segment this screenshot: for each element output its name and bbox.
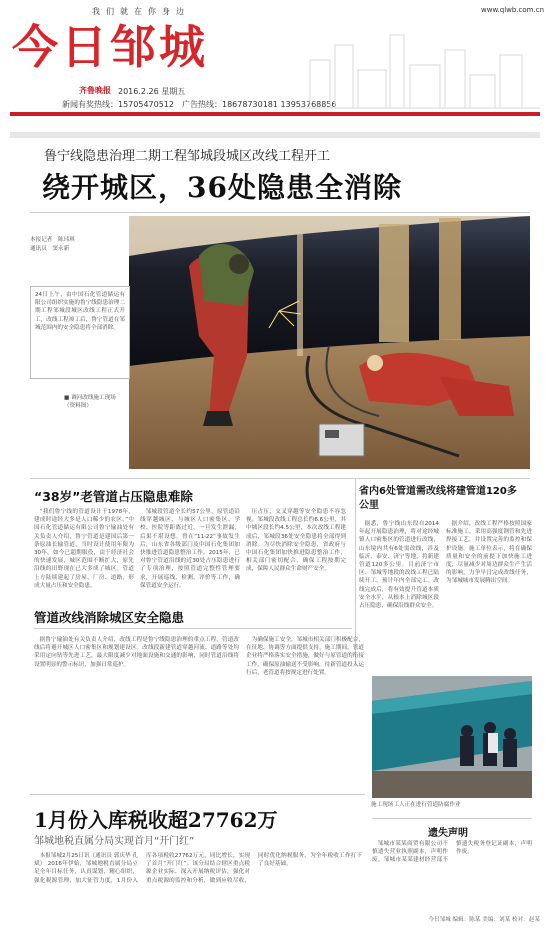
divider [372, 818, 532, 819]
news-hotline: 新闻有奖热线：15705470512 [62, 100, 174, 109]
pipe-body-2 [246, 636, 364, 746]
site-url[interactable]: www.qlwb.com.cn [481, 6, 544, 14]
notice-body [372, 840, 532, 910]
divider [34, 628, 352, 629]
tax-subhead: 邹城地税直属分局实现首月“开门红” [34, 836, 195, 847]
divider [30, 478, 530, 479]
secondary-photo-caption: 施工现场工人正在进行管道防腐作业 [371, 802, 461, 808]
pipeline-welding-image [129, 216, 530, 469]
page-footer: 今日邹城 编辑：陈某 美编：刘某 校对：赵某 [428, 917, 540, 923]
pipe-text-2: 为确保施工安全，邹城市相关部门积极配合，在征地、协调等方面提供支持。施工期间，管道企业将严格落实安全措施，做好与原管道的衔接工作，确保原油输送不受影响，待新管道投入运行后，老管道将按规定进行处置。 [246, 637, 364, 676]
tax-headline[interactable]: 1月份入库税收超27762万 [34, 808, 278, 832]
byline-correspondent: 通讯员 窦永新 [30, 246, 70, 252]
notice-heading: 遗失声明 [428, 828, 468, 839]
col3-text: 压占压，交叉穿越等安全隐患不容忽视。邹城段改线工程总长约6.6公里，其中城区段长约4.5公里，本次改线工程建成后，邹城段36处安全隐患将全部得到消除。为尽快消除安全隐患，省政府与中国石化集团加快推进隐患整治工作，相关部门密切配合，确保工程按期完成，保障人民群众生命财产安全。 [246, 509, 346, 573]
tax-body [34, 852, 362, 914]
gray-band [10, 132, 540, 138]
byline [30, 236, 75, 254]
workers-pipeline-image [372, 676, 532, 798]
paper-logo: 齐鲁晚报 [79, 86, 111, 95]
col2-text: 邹城段管道全长约57公里，原管道沿线穿越城区，与城区人口密集区、学校、医院等距离过近，一旦发生泄漏，后果不堪设想。曾在“11·22”事故发生后，山东省各级部门及中国石化集团加快推进管道隐患整治工作。2015年，已对鲁宁管道沿线的近30处占压隐患进行了专项治理，按照管道完整性管理要求，开展巡线、检测、评价等工作，确保管道安全运行。 [140, 509, 240, 589]
skyline-illustration [300, 20, 540, 110]
divider [30, 794, 365, 795]
divider [30, 212, 530, 213]
pipe-body [34, 636, 239, 746]
lead-headline[interactable]: 绕开城区，36处隐患全消除 [42, 171, 402, 204]
masthead-title: 今日邹城 [12, 20, 208, 74]
notice-text: 邹城市某某商贸有限公司不慎遗失营业执照副本，声明作废。邹城市某某建材经营部不慎遗失税务登记证副本，声明作废。 [372, 841, 532, 864]
pipe-text: 据鲁宁输油处有关负责人介绍，改线工程是鲁宁线隐患治理的重点工程，管道改线后将避开城区人口密集区和规划建设区。改线段新建管道穿越河流、道路等处均采用定向钻等先进工艺，最大限度减少对地面设施和交通的影响，同时管道沿线将设置明显的警示标识，加强日常巡护。 [34, 637, 239, 668]
col4-text: 据悉，鲁宁线山东段自2014年起开展隐患治理，将对途经城镇人口密集区的管道进行改线，山东境内共有6处需改线，涉及临沂、泰安、济宁等地，将新建管道120多公里。目前济宁市区、邹城等地段的改线工程已陆续开工，预计年内全部完工。改线完成后，将有效提升管道本质安全水平，从根本上消除城区段占压隐患，确保沿线群众安全。 [359, 521, 439, 610]
lead-kicker: 鲁宁线隐患治理二期工程邹城段城区改线工程开工 [44, 149, 331, 164]
masthead-rule [10, 112, 540, 116]
ad-hotline: 广告热线：18678730181 13953768856 [182, 100, 337, 109]
hotline-line [62, 99, 337, 110]
col4-body [359, 520, 439, 665]
byline-reporter: 本报记者 陈玮琪 [30, 237, 75, 243]
lead-photo[interactable] [129, 216, 530, 469]
col1-text: “我们鲁宁线的管道设计于1978年，建成时途经大多是人口稀少的农区，”中国石化管道储运有限公司鲁宁输油处有关负责人介绍，鲁宁管道是建国后第一条原油长输管道，当时设计使用年限为30年，如今已超期服役，由于经济社会的快速发展，城区范围不断扩大，原先沿线的田野现在已大多成了城区。管道上方陆续建起了房屋、厂房、道路，形成大量占压和安全隐患。 [34, 509, 134, 589]
col3-body [246, 508, 346, 598]
section-heading-old-pipeline[interactable]: “38岁”老管道占压隐患难除 [34, 489, 193, 504]
secondary-photo[interactable] [372, 676, 532, 798]
section-heading-six-reroutes[interactable]: 省内6处管道需改线将建管道120多公里 [359, 486, 517, 511]
col1-body [34, 508, 134, 598]
section-heading-reroute[interactable]: 管道改线消除城区安全隐患 [34, 610, 185, 625]
tax-text: 本报邹城2月25日讯（通讯员 郭庆华 孔斌） 2016年伊始，邹城地税直属分局立足全年目标任务，认真谋划，精心组织，强化税源管理，加大征管力度，1月份入库各项税收27762万元，同比增长，实现了首月“开门红”。该分局结合辖区重点税源企业实际，深入开展纳税评估，强化对重点税源的监控和分析，做到应收尽收，同时优化纳税服务，为全年税收工作打下了良好基础。 [34, 853, 362, 884]
col5-body [446, 520, 532, 665]
photo-caption: ■ 调河改线施工现场（资料图） [64, 395, 116, 409]
date-line: 2016.2.26 星期五 [118, 87, 186, 96]
col2-body [140, 508, 240, 598]
col5-text: 据介绍，改线工程严格按照国家标准施工，采用高强度钢管和先进焊接工艺，并设置完善的监控和保护设施。施工单位表示，将在确保质量和安全的前提下加快施工进度，尽量减少对周边群众生产生活的影响，力争早日完成改线任务，为邹城城市发展腾出空间。 [446, 521, 532, 585]
lede-box [30, 286, 130, 379]
slogan: 我们就在你身边 [92, 7, 190, 16]
lede-text: 24日上午，由中国石化管道储运有限公司组织实施的鲁宁线隐患治理二期工程邹城段城区改线工程正式开工，改线工程竣工后，鲁宁管道在邹城范围内的安全隐患将全部消除。 [35, 292, 125, 331]
